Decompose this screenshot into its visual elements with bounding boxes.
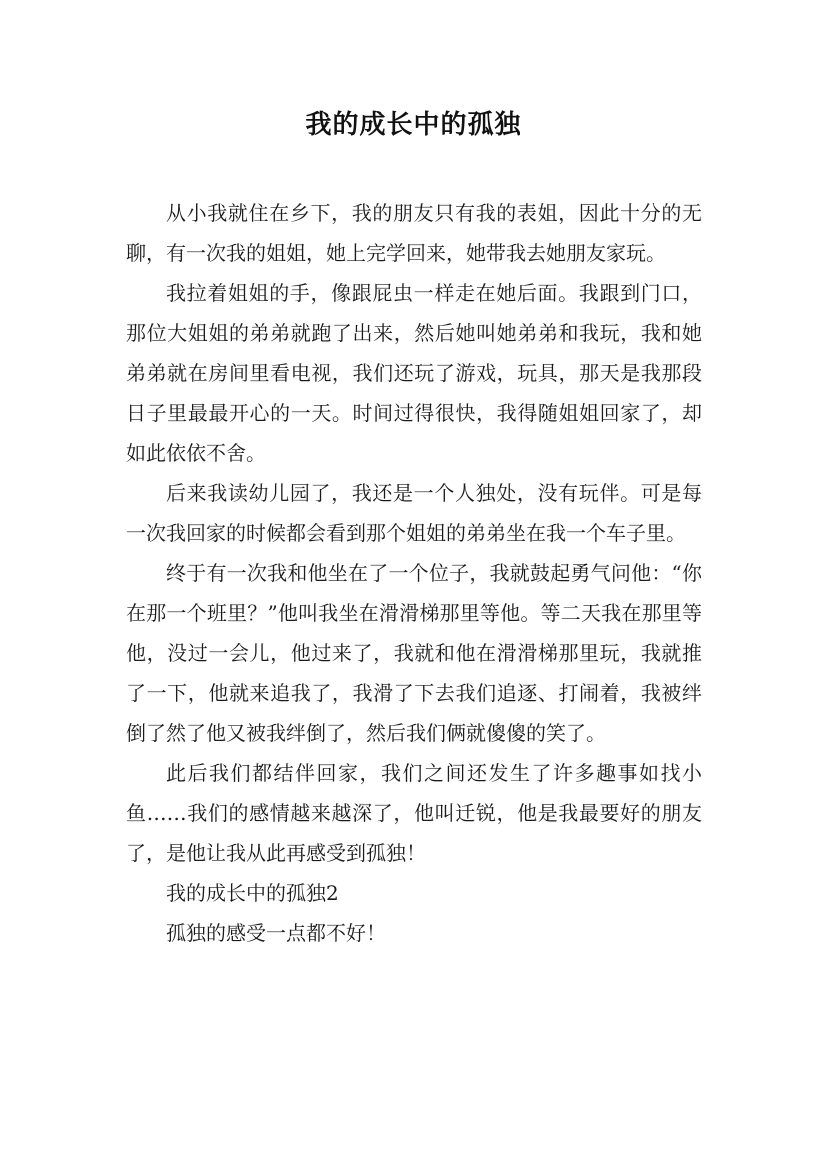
section-heading: 我的成长中的孤独2 [166, 881, 339, 905]
paragraph: 终于有一次我和他坐在了一个位子，我就鼓起勇气问他：“你在那一个班里？”他叫我坐在滑滑梯那里等他。等二天我在那里等他，没过一会儿，他过来了，我就和他在滑滑梯那里玩，我就推了一下，他就来追我了，我滑了下去我们追逐、打闹着，我被绊倒了然了他又被我绊倒了，然后我们俩就傻傻的笑了。 [126, 561, 702, 745]
paragraph: 后来我读幼儿园了，我还是一个人独处，没有玩伴。可是每一次我回家的时候都会看到那个姐姐的弟弟坐在我一个车子里。 [126, 481, 702, 545]
paragraph: 此后我们都结伴回家，我们之间还发生了许多趣事如找小鱼……我们的感情越来越深了，他叫迁锐，他是我最要好的朋友了，是他让我从此再感受到孤独！ [126, 761, 702, 865]
paragraph: 孤独的感受一点都不好！ [166, 921, 386, 945]
document-body [126, 193, 702, 953]
paragraph: 从小我就住在乡下，我的朋友只有我的表姐，因此十分的无聊，有一次我的姐姐，她上完学回来，她带我去她朋友家玩。 [126, 201, 702, 265]
page-title: 我的成长中的孤独 [305, 110, 522, 140]
paragraph: 我拉着姐姐的手，像跟屁虫一样走在她后面。我跟到门口，那位大姐姐的弟弟就跑了出来，然后她叫她弟弟和我玩，我和她弟弟就在房间里看电视，我们还玩了游戏，玩具，那天是我那段日子里最最开心的一天。时间过得很快，我得随姐姐回家了，却如此依依不舍。 [126, 281, 702, 465]
